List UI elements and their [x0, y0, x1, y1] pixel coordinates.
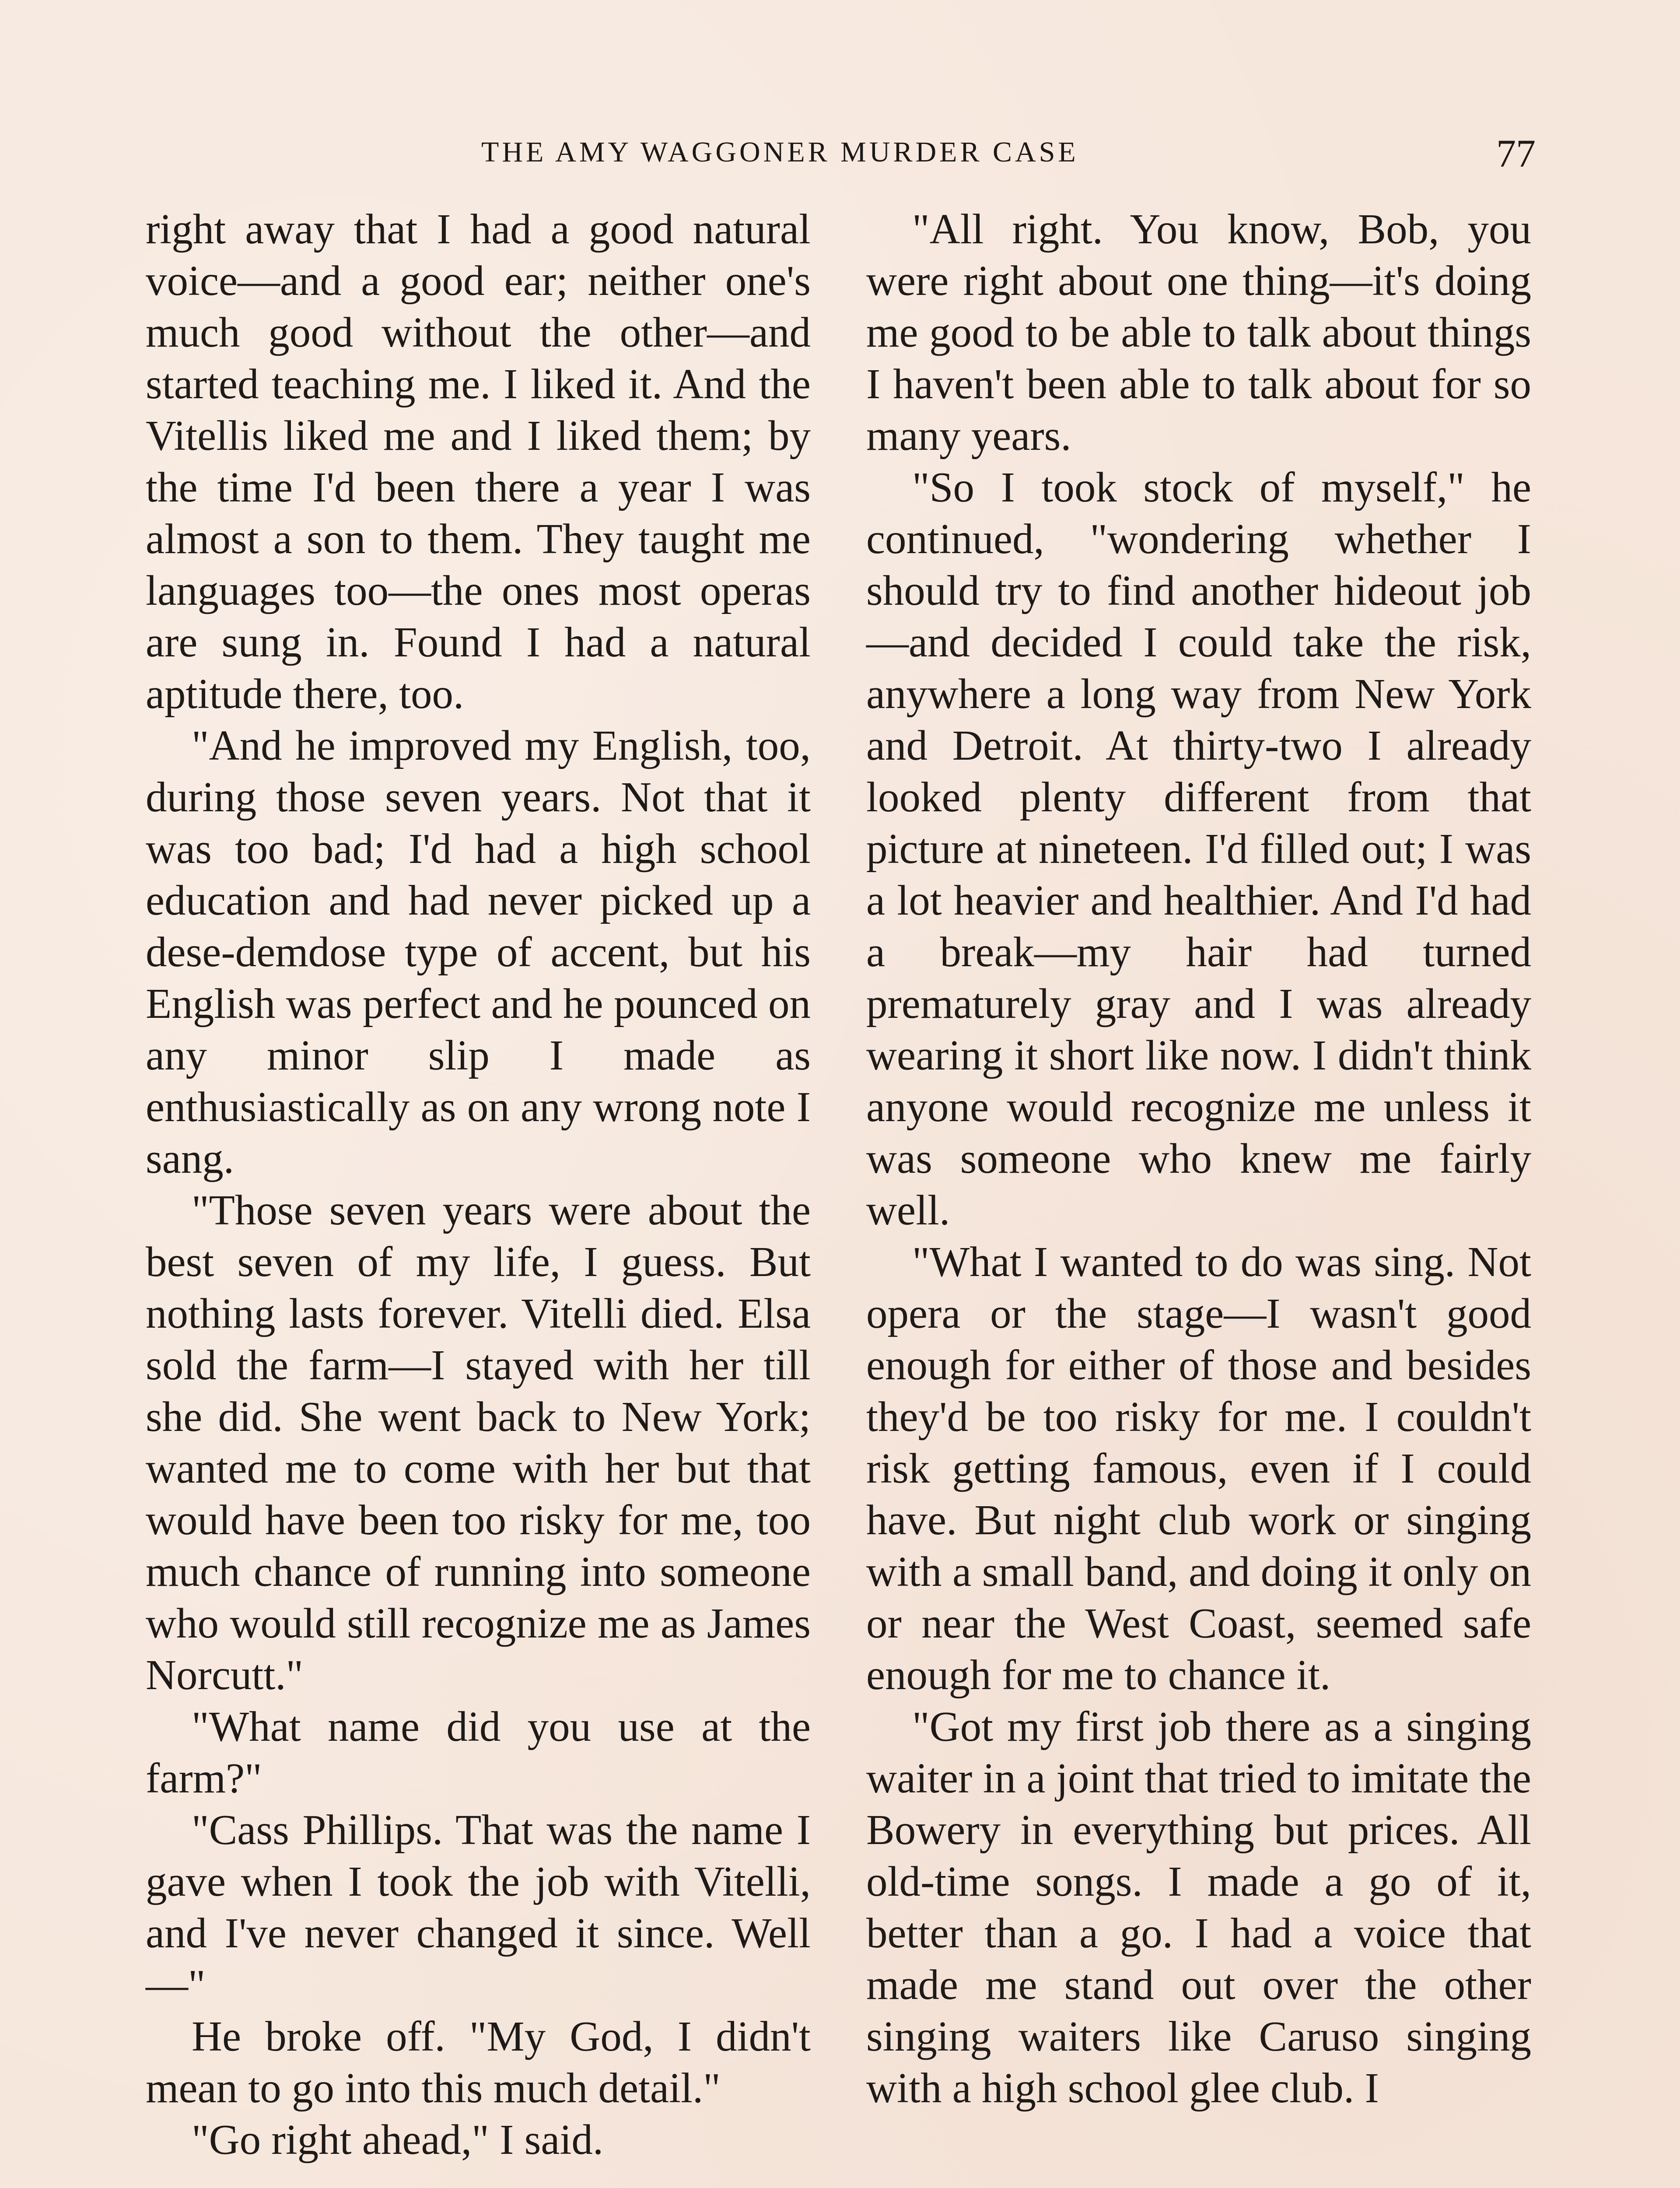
- paragraph: "Got my first job there as a singing waiter in a joint that tried to imitate the Bowery in everything but prices. All old-time songs. I made a go of it, better than a go. I had a voice that made me stand out over the other singing waiters like Caruso singing with a high school glee club. I: [866, 1703, 1531, 2111]
- paragraph: "Those seven years were about the best seven of my life, I guess. But nothing lasts forever. Vitelli died. Elsa sold the farm—I stayed with her till she did. She went back to New York; wanted me to come with her but that would have been too risky for me, too much chance of running into someone who would still recognize me as James Norcutt.": [146, 1187, 811, 1698]
- paragraph: "What name did you use at the farm?": [146, 1703, 811, 1802]
- paragraph: "All right. You know, Bob, you were right about one thing—it's doing me good to be able to talk about things I haven't been able to talk about for so many years.: [866, 206, 1531, 459]
- paragraph: "What I wanted to do was sing. Not opera or the stage—I wasn't good enough for either of those and besides they'd be too risky for me. I couldn't risk getting famous, even if I could have. But night club work or singing with a small band, and doing it only on or near the West Coast, seemed safe enough for me to chance it.: [866, 1238, 1531, 1698]
- left-column: [146, 203, 811, 2166]
- paragraph: "And he improved my English, too, during those seven years. Not that it was too bad; I'd had a high school education and had never picked up a dese-demdose type of accent, but his English was perfect and he pounced on any minor slip I made as enthusiastically as on any wrong note I sang.: [146, 722, 811, 1182]
- paragraph: "Go right ahead," I said.: [192, 2116, 604, 2163]
- paragraph: "So I took stock of myself," he continued, "wondering whether I should try to find another hideout job—and decided I could take the risk, anywhere a long way from New York and Detroit. At thirty-two I already looked plenty different from that picture at nineteen. I'd filled out; I was a lot heavier and healthier. And I'd had a break—my hair had turned prematurely gray and I was already wearing it short like now. I didn't think anyone would recognize me unless it was someone who knew me fairly well.: [866, 464, 1531, 1234]
- paragraph: "Cass Phillips. That was the name I gave when I took the job with Vitelli, and I've never changed it since. Well—": [146, 1806, 811, 2008]
- paragraph: right away that I had a good natural voice—and a good ear; neither one's much good without the other—and started teaching me. I liked it. And the Vitellis liked me and I liked them; by the time I'd been there a year I was almost a son to them. They taught me languages too—the ones most operas are sung in. Found I had a natural aptitude there, too.: [146, 206, 811, 717]
- right-column: [866, 203, 1531, 2114]
- paragraph: He broke off. "My God, I didn't mean to go into this much detail.": [146, 2013, 811, 2111]
- page-number: 77: [1496, 132, 1536, 175]
- running-head: [144, 131, 1536, 184]
- running-title: THE AMY WAGGONER MURDER CASE: [481, 136, 1079, 168]
